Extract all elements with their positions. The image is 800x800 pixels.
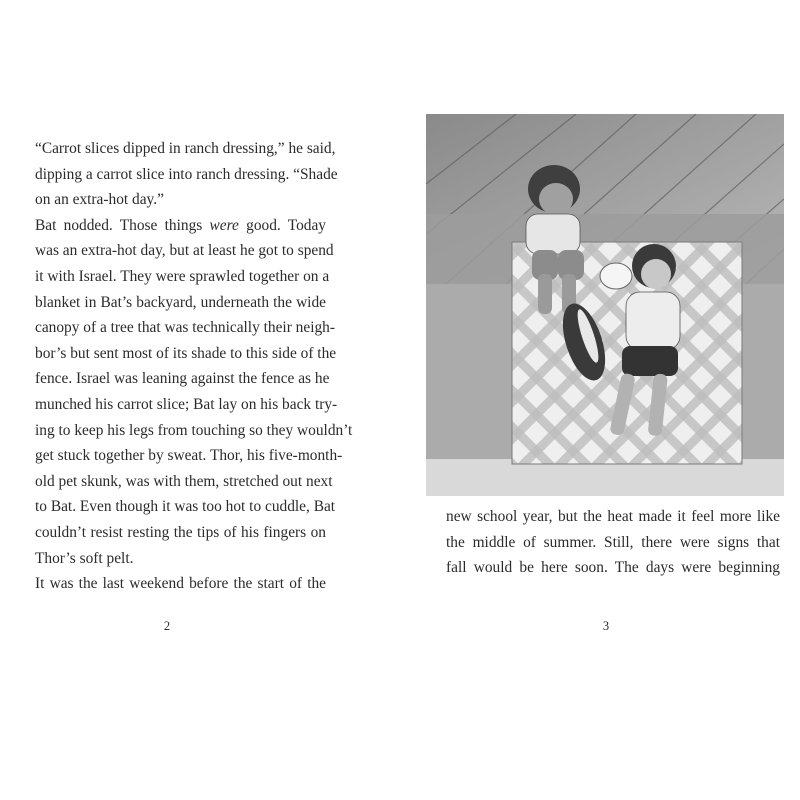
text-line: new school year, but the heat made it feel more like — [446, 508, 780, 525]
text-line: was an extra-hot day, but at least he got to spend — [35, 242, 334, 260]
text-fragment: good. Today — [238, 216, 326, 234]
right-page-text — [446, 504, 780, 581]
text-line: munched his carrot slice; Bat lay on his back try- — [35, 395, 338, 413]
text-line: Thor’s soft pelt. — [35, 549, 134, 567]
text-line: blanket in Bat’s backyard, underneath the wide — [35, 293, 326, 311]
text-line: couldn’t resist resting the tips of his fingers on — [35, 523, 326, 541]
text-line: fence. Israel was leaning against the fence as he — [35, 370, 330, 388]
emphasized-word: were — [209, 216, 239, 234]
plate — [600, 263, 632, 289]
text-line: to Bat. Even though it was too hot to cuddle, Bat — [35, 498, 336, 516]
text-line: it with Israel. They were sprawled together on a — [35, 267, 330, 285]
page-number: 2 — [163, 619, 171, 633]
text-line: canopy of a tree that was technically their neigh- — [35, 319, 335, 337]
text-line: ing to keep his legs from touching so they wouldn’t — [35, 421, 353, 439]
backyard-illustration — [426, 114, 784, 496]
text-line: dipping a carrot slice into ranch dressing. “Shade — [35, 165, 338, 183]
text-line: the middle of summer. Still, there were signs that — [446, 533, 780, 551]
text-line-with-emphasis — [35, 213, 326, 239]
page-number: 3 — [602, 619, 610, 633]
text-line: bor’s but sent most of its shade to this side of the — [35, 344, 337, 362]
left-page-text — [35, 136, 353, 597]
text-line: “Carrot slices dipped in ranch dressing,” he said, — [35, 140, 336, 157]
text-line: fall would be here soon. The days were beginning — [446, 559, 780, 577]
text-line: old pet skunk, was with them, stretched out next — [35, 472, 333, 490]
text-fragment: Bat nodded. Those things — [35, 216, 210, 234]
text-line: on an extra-hot day.” — [35, 191, 164, 209]
text-line: get stuck together by sweat. Thor, his five-month- — [35, 447, 343, 465]
text-line: It was the last weekend before the start of the — [35, 575, 326, 593]
